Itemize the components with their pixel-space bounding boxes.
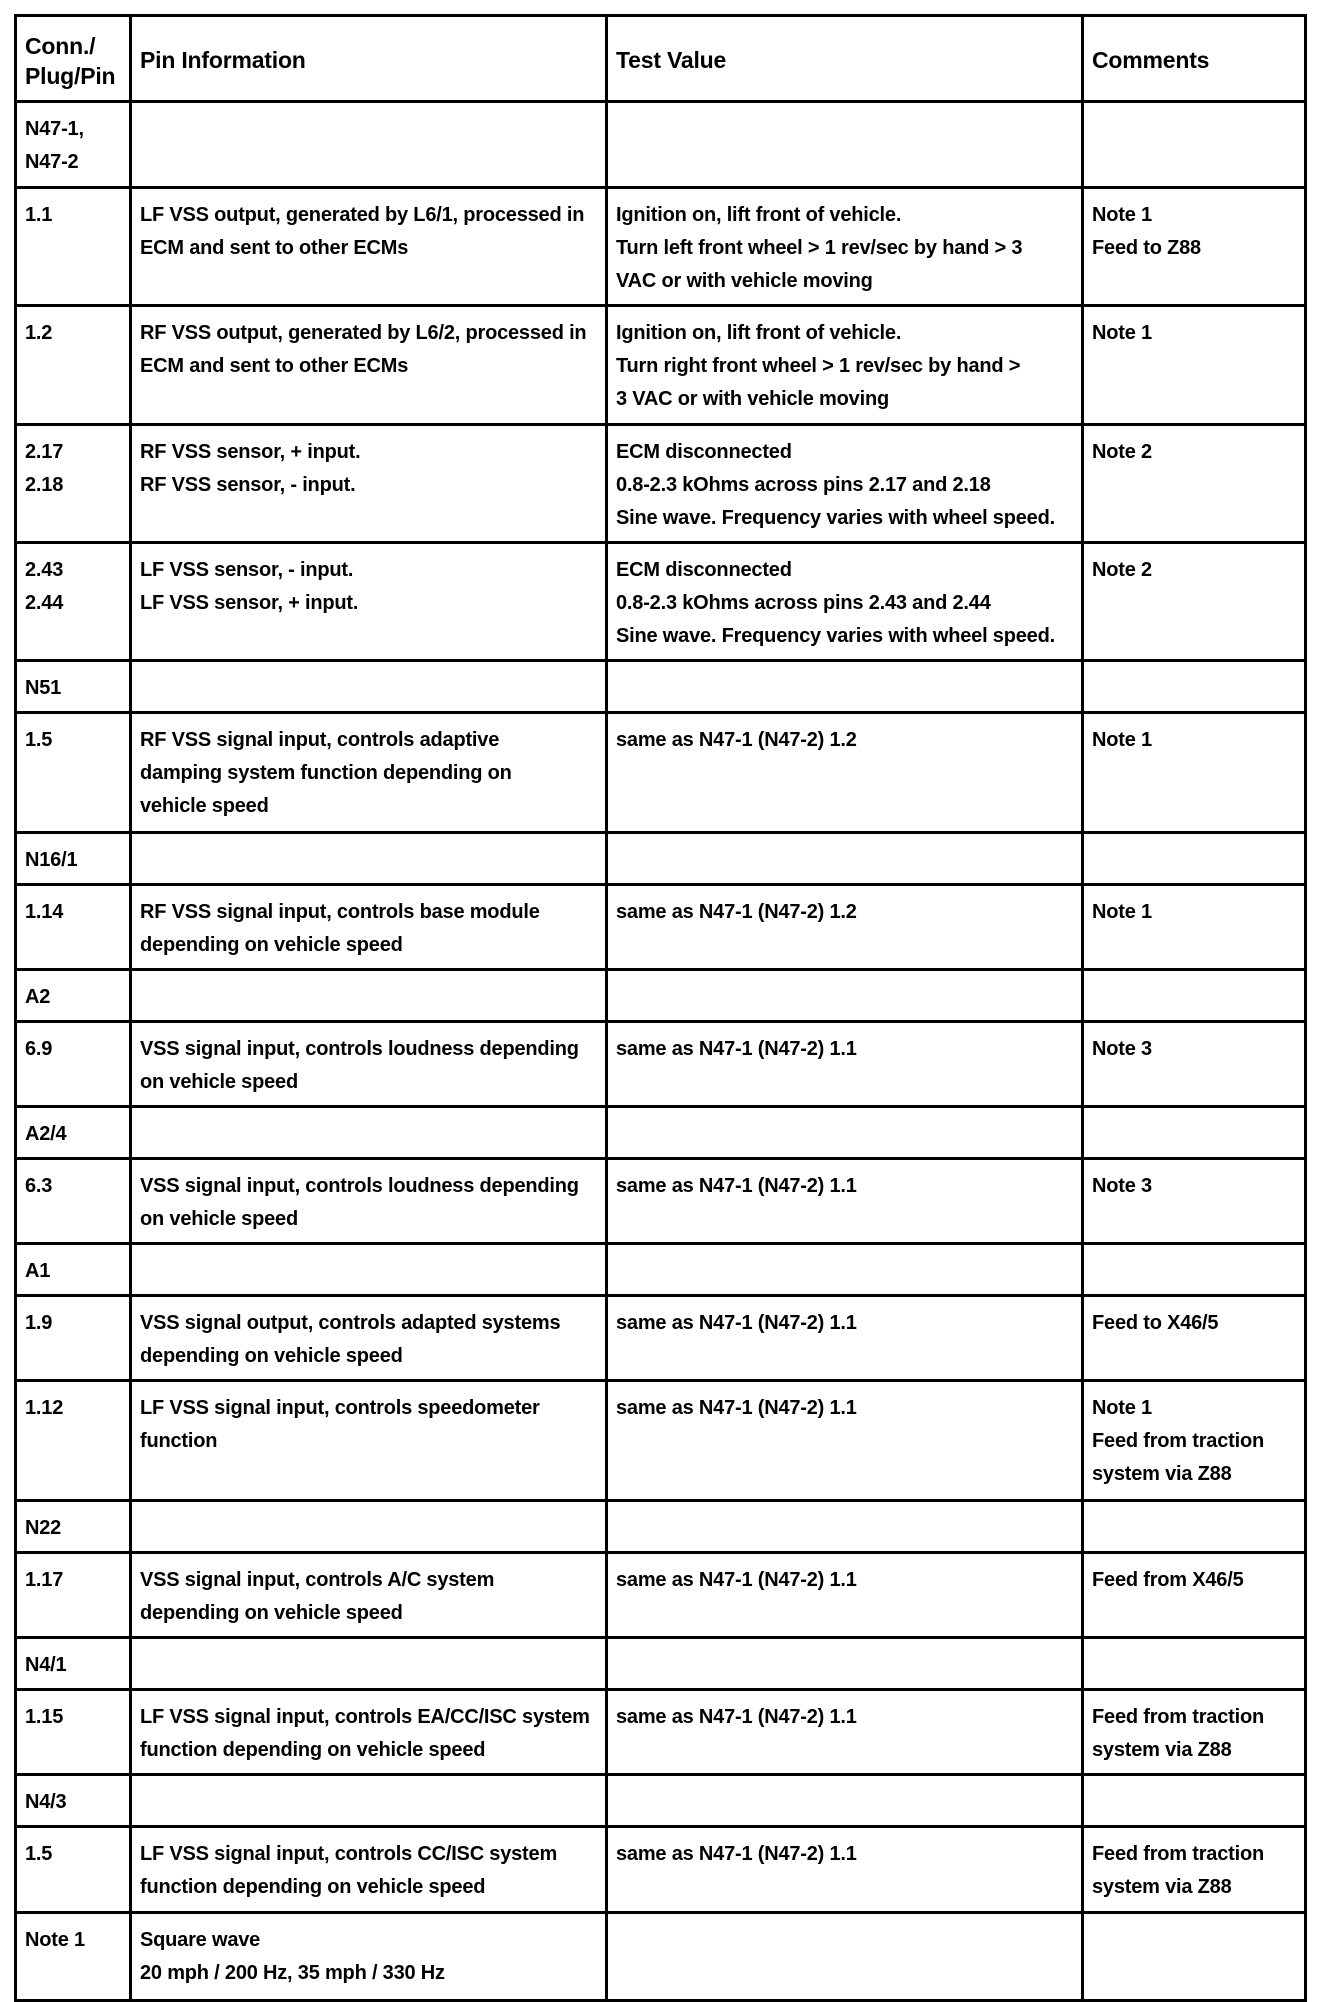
table-row (16, 1159, 1306, 1244)
cell-conn (16, 1638, 131, 1690)
header-conn-line2: Plug/Pin (25, 63, 116, 89)
cell-pin-information-line: LF VSS signal input, controls CC/ISC system (140, 1843, 558, 1865)
header-conn-plug-pin (16, 16, 131, 102)
cell-test-value (607, 1775, 1083, 1827)
table-row (16, 1690, 1306, 1775)
cell-conn (16, 833, 131, 885)
cell-conn (16, 1553, 131, 1638)
cell-pin-information (131, 543, 607, 661)
cell-pin-information (131, 1775, 607, 1827)
section-row (16, 970, 1306, 1022)
cell-pin-information-line: LF VSS output, generated by L6/1, processed in (140, 204, 585, 226)
cell-pin-information-line: LF VSS signal input, controls speedometer (140, 1397, 540, 1419)
cell-test-value (607, 713, 1083, 833)
cell-pin-information (131, 1381, 607, 1501)
cell-test-value (607, 970, 1083, 1022)
cell-pin-information (131, 661, 607, 713)
cell-pin-information (131, 1690, 607, 1775)
cell-pin-information-line: LF VSS sensor, + input. (140, 592, 359, 614)
cell-conn (16, 543, 131, 661)
cell-pin-information-line: ECM and sent to other ECMs (140, 355, 409, 377)
cell-comments-line: Feed from traction (1092, 1843, 1264, 1865)
table-row (16, 1022, 1306, 1107)
cell-comments-line: system via Z88 (1092, 1739, 1232, 1761)
cell-test-value (607, 1244, 1083, 1296)
cell-pin-information (131, 306, 607, 425)
cell-pin-information-line: function (140, 1430, 218, 1452)
cell-comments (1083, 713, 1306, 833)
cell-conn-line: N47-1, (25, 118, 84, 140)
cell-comments-line: Feed to Z88 (1092, 237, 1201, 259)
section-row (16, 102, 1306, 188)
cell-conn-line: 6.3 (25, 1175, 53, 1197)
cell-conn (16, 970, 131, 1022)
cell-test-value-line: Ignition on, lift front of vehicle. (616, 322, 902, 344)
cell-comments-line: Feed to X46/5 (1092, 1312, 1219, 1334)
cell-pin-information-line: LF VSS sensor, - input. (140, 559, 354, 581)
cell-pin-information (131, 833, 607, 885)
cell-test-value (607, 885, 1083, 970)
table-row (16, 885, 1306, 970)
cell-conn (16, 1022, 131, 1107)
cell-conn (16, 1913, 131, 2001)
table-row (16, 1913, 1306, 2001)
cell-conn-line: 2.43 (25, 559, 64, 581)
cell-pin-information-line: RF VSS output, generated by L6/2, processed in (140, 322, 587, 344)
cell-pin-information-line: VSS signal input, controls loudness depending (140, 1038, 579, 1060)
cell-comments (1083, 425, 1306, 543)
cell-comments (1083, 833, 1306, 885)
cell-pin-information-line: on vehicle speed (140, 1208, 298, 1230)
cell-test-value (607, 1107, 1083, 1159)
cell-conn-line: 1.15 (25, 1706, 64, 1728)
header-row (16, 16, 1306, 102)
cell-comments (1083, 1501, 1306, 1553)
cell-pin-information (131, 713, 607, 833)
cell-conn-line: 2.44 (25, 592, 64, 614)
cell-pin-information-line: damping system function depending on (140, 762, 512, 784)
cell-test-value (607, 1381, 1083, 1501)
table-row (16, 306, 1306, 425)
cell-pin-information-line: RF VSS sensor, - input. (140, 474, 356, 496)
cell-test-value (607, 425, 1083, 543)
cell-comments (1083, 102, 1306, 188)
cell-test-value-line: VAC or with vehicle moving (616, 270, 873, 292)
cell-conn (16, 1107, 131, 1159)
cell-pin-information (131, 425, 607, 543)
cell-test-value-line: same as N47-1 (N47-2) 1.1 (616, 1038, 857, 1060)
cell-conn-line: 1.17 (25, 1569, 64, 1591)
section-row (16, 661, 1306, 713)
cell-conn-line: 1.1 (25, 204, 53, 226)
cell-comments-line: system via Z88 (1092, 1463, 1232, 1485)
cell-test-value (607, 1553, 1083, 1638)
cell-conn (16, 1501, 131, 1553)
cell-comments (1083, 1381, 1306, 1501)
cell-comments-line: Note 2 (1092, 559, 1152, 581)
cell-comments-line: Note 2 (1092, 441, 1152, 463)
cell-test-value (607, 1913, 1083, 2001)
table-row (16, 1553, 1306, 1638)
cell-test-value (607, 102, 1083, 188)
cell-conn (16, 885, 131, 970)
cell-comments (1083, 970, 1306, 1022)
cell-conn (16, 1296, 131, 1381)
cell-pin-information-line: LF VSS signal input, controls EA/CC/ISC system (140, 1706, 590, 1728)
cell-test-value-line: same as N47-1 (N47-2) 1.1 (616, 1706, 857, 1728)
cell-test-value-line: 3 VAC or with vehicle moving (616, 388, 889, 410)
cell-conn (16, 306, 131, 425)
cell-comments-line: system via Z88 (1092, 1876, 1232, 1898)
cell-conn-line: 6.9 (25, 1038, 53, 1060)
header-pin-information: Pin Information (131, 16, 607, 102)
cell-test-value-line: same as N47-1 (N47-2) 1.1 (616, 1843, 857, 1865)
cell-comments-line: Note 1 (1092, 322, 1152, 344)
cell-test-value-line: Turn right front wheel > 1 rev/sec by hand > (616, 355, 1021, 377)
cell-test-value-line: Ignition on, lift front of vehicle. (616, 204, 902, 226)
cell-pin-information-line: function depending on vehicle speed (140, 1876, 486, 1898)
cell-conn (16, 1244, 131, 1296)
cell-test-value (607, 833, 1083, 885)
cell-comments (1083, 1827, 1306, 1913)
cell-pin-information (131, 1913, 607, 2001)
cell-pin-information (131, 970, 607, 1022)
cell-comments (1083, 885, 1306, 970)
cell-conn-line: 1.5 (25, 729, 53, 751)
cell-test-value (607, 1638, 1083, 1690)
cell-comments (1083, 1638, 1306, 1690)
cell-test-value-line: same as N47-1 (N47-2) 1.2 (616, 729, 857, 751)
cell-pin-information-line: VSS signal input, controls loudness depending (140, 1175, 579, 1197)
cell-test-value-line: Sine wave. Frequency varies with wheel speed. (616, 625, 1055, 647)
cell-pin-information (131, 102, 607, 188)
cell-pin-information-line: RF VSS signal input, controls base module (140, 901, 540, 923)
cell-conn-line: N51 (25, 677, 62, 699)
cell-comments-line: Note 1 (1092, 1397, 1152, 1419)
cell-comments-line: Note 3 (1092, 1038, 1152, 1060)
cell-conn-line: 1.12 (25, 1397, 64, 1419)
cell-conn-line: Note 1 (25, 1929, 85, 1951)
cell-test-value-line: ECM disconnected (616, 559, 792, 581)
vss-pin-table (14, 14, 1307, 2002)
cell-conn-line: 1.9 (25, 1312, 53, 1334)
cell-comments (1083, 1022, 1306, 1107)
cell-test-value (607, 306, 1083, 425)
cell-pin-information (131, 1022, 607, 1107)
cell-test-value-line: 0.8-2.3 kOhms across pins 2.17 and 2.18 (616, 474, 991, 496)
cell-pin-information-line: VSS signal output, controls adapted systems (140, 1312, 561, 1334)
table-body (16, 102, 1306, 2001)
cell-test-value (607, 661, 1083, 713)
cell-pin-information-line: RF VSS signal input, controls adaptive (140, 729, 500, 751)
cell-pin-information-line: Square wave (140, 1929, 261, 1951)
cell-test-value-line: same as N47-1 (N47-2) 1.2 (616, 901, 857, 923)
cell-conn (16, 188, 131, 306)
table-row (16, 425, 1306, 543)
cell-conn (16, 1775, 131, 1827)
cell-test-value (607, 1827, 1083, 1913)
cell-pin-information (131, 1827, 607, 1913)
cell-test-value (607, 1690, 1083, 1775)
cell-pin-information-line: vehicle speed (140, 795, 269, 817)
cell-comments (1083, 1553, 1306, 1638)
cell-test-value (607, 1159, 1083, 1244)
table-row (16, 1381, 1306, 1501)
cell-comments (1083, 1296, 1306, 1381)
cell-pin-information-line: function depending on vehicle speed (140, 1739, 486, 1761)
cell-test-value-line: same as N47-1 (N47-2) 1.1 (616, 1569, 857, 1591)
section-row (16, 1501, 1306, 1553)
header-conn-line1: Conn./ (25, 33, 96, 59)
cell-pin-information (131, 1553, 607, 1638)
cell-conn-line: 1.5 (25, 1843, 53, 1865)
cell-test-value-line: Sine wave. Frequency varies with wheel speed. (616, 507, 1055, 529)
cell-comments-line: Note 3 (1092, 1175, 1152, 1197)
section-row (16, 1107, 1306, 1159)
cell-conn-line: A1 (25, 1260, 51, 1282)
cell-comments (1083, 1159, 1306, 1244)
cell-comments (1083, 1244, 1306, 1296)
cell-conn-line: N47-2 (25, 151, 79, 173)
cell-pin-information (131, 1107, 607, 1159)
cell-conn-line: 1.14 (25, 901, 64, 923)
cell-conn-line: 2.18 (25, 474, 64, 496)
table-row (16, 1296, 1306, 1381)
cell-conn (16, 102, 131, 188)
cell-test-value-line: same as N47-1 (N47-2) 1.1 (616, 1312, 857, 1334)
cell-pin-information-line: depending on vehicle speed (140, 934, 403, 956)
cell-comments (1083, 1913, 1306, 2001)
cell-test-value (607, 1022, 1083, 1107)
cell-conn (16, 1159, 131, 1244)
cell-pin-information-line: ECM and sent to other ECMs (140, 237, 409, 259)
cell-test-value-line: Turn left front wheel > 1 rev/sec by hand > 3 (616, 237, 1023, 259)
cell-comments (1083, 661, 1306, 713)
cell-comments (1083, 1775, 1306, 1827)
cell-conn-line: N22 (25, 1517, 62, 1539)
pin-table-sheet (14, 14, 1304, 2002)
cell-conn-line: 1.2 (25, 322, 53, 344)
cell-pin-information (131, 1296, 607, 1381)
cell-comments (1083, 306, 1306, 425)
table-row (16, 1827, 1306, 1913)
cell-comments-line: Note 1 (1092, 901, 1152, 923)
cell-pin-information (131, 188, 607, 306)
cell-comments-line: Feed from traction (1092, 1706, 1264, 1728)
section-row (16, 1775, 1306, 1827)
cell-test-value-line: 0.8-2.3 kOhms across pins 2.43 and 2.44 (616, 592, 991, 614)
cell-pin-information (131, 1159, 607, 1244)
cell-test-value-line: same as N47-1 (N47-2) 1.1 (616, 1175, 857, 1197)
section-row (16, 1244, 1306, 1296)
cell-conn-line: N4/3 (25, 1791, 67, 1813)
cell-conn (16, 661, 131, 713)
header-test-value: Test Value (607, 16, 1083, 102)
cell-pin-information-line: VSS signal input, controls A/C system (140, 1569, 495, 1591)
table-row (16, 713, 1306, 833)
cell-comments-line: Note 1 (1092, 204, 1152, 226)
cell-test-value (607, 1296, 1083, 1381)
cell-comments-line: Feed from X46/5 (1092, 1569, 1244, 1591)
section-row (16, 833, 1306, 885)
cell-pin-information-line: RF VSS sensor, + input. (140, 441, 361, 463)
table-row (16, 188, 1306, 306)
cell-conn (16, 1381, 131, 1501)
cell-pin-information (131, 1638, 607, 1690)
cell-comments-line: Feed from traction (1092, 1430, 1264, 1452)
cell-test-value (607, 1501, 1083, 1553)
cell-conn-line: A2 (25, 986, 51, 1008)
cell-pin-information-line: 20 mph / 200 Hz, 35 mph / 330 Hz (140, 1962, 445, 1984)
cell-pin-information (131, 1244, 607, 1296)
table-row (16, 543, 1306, 661)
cell-conn (16, 713, 131, 833)
cell-comments-line: Note 1 (1092, 729, 1152, 751)
cell-pin-information-line: depending on vehicle speed (140, 1345, 403, 1367)
cell-test-value (607, 188, 1083, 306)
cell-conn-line: N16/1 (25, 849, 78, 871)
cell-conn (16, 425, 131, 543)
cell-conn-line: N4/1 (25, 1654, 67, 1676)
cell-conn-line: A2/4 (25, 1123, 67, 1145)
cell-pin-information-line: on vehicle speed (140, 1071, 298, 1093)
cell-pin-information (131, 885, 607, 970)
cell-test-value (607, 543, 1083, 661)
cell-comments (1083, 188, 1306, 306)
cell-comments (1083, 1690, 1306, 1775)
cell-test-value-line: same as N47-1 (N47-2) 1.1 (616, 1397, 857, 1419)
cell-pin-information-line: depending on vehicle speed (140, 1602, 403, 1624)
cell-test-value-line: ECM disconnected (616, 441, 792, 463)
cell-conn-line: 2.17 (25, 441, 64, 463)
section-row (16, 1638, 1306, 1690)
cell-comments (1083, 1107, 1306, 1159)
cell-conn (16, 1690, 131, 1775)
cell-comments (1083, 543, 1306, 661)
cell-conn (16, 1827, 131, 1913)
cell-pin-information (131, 1501, 607, 1553)
header-comments: Comments (1083, 16, 1306, 102)
